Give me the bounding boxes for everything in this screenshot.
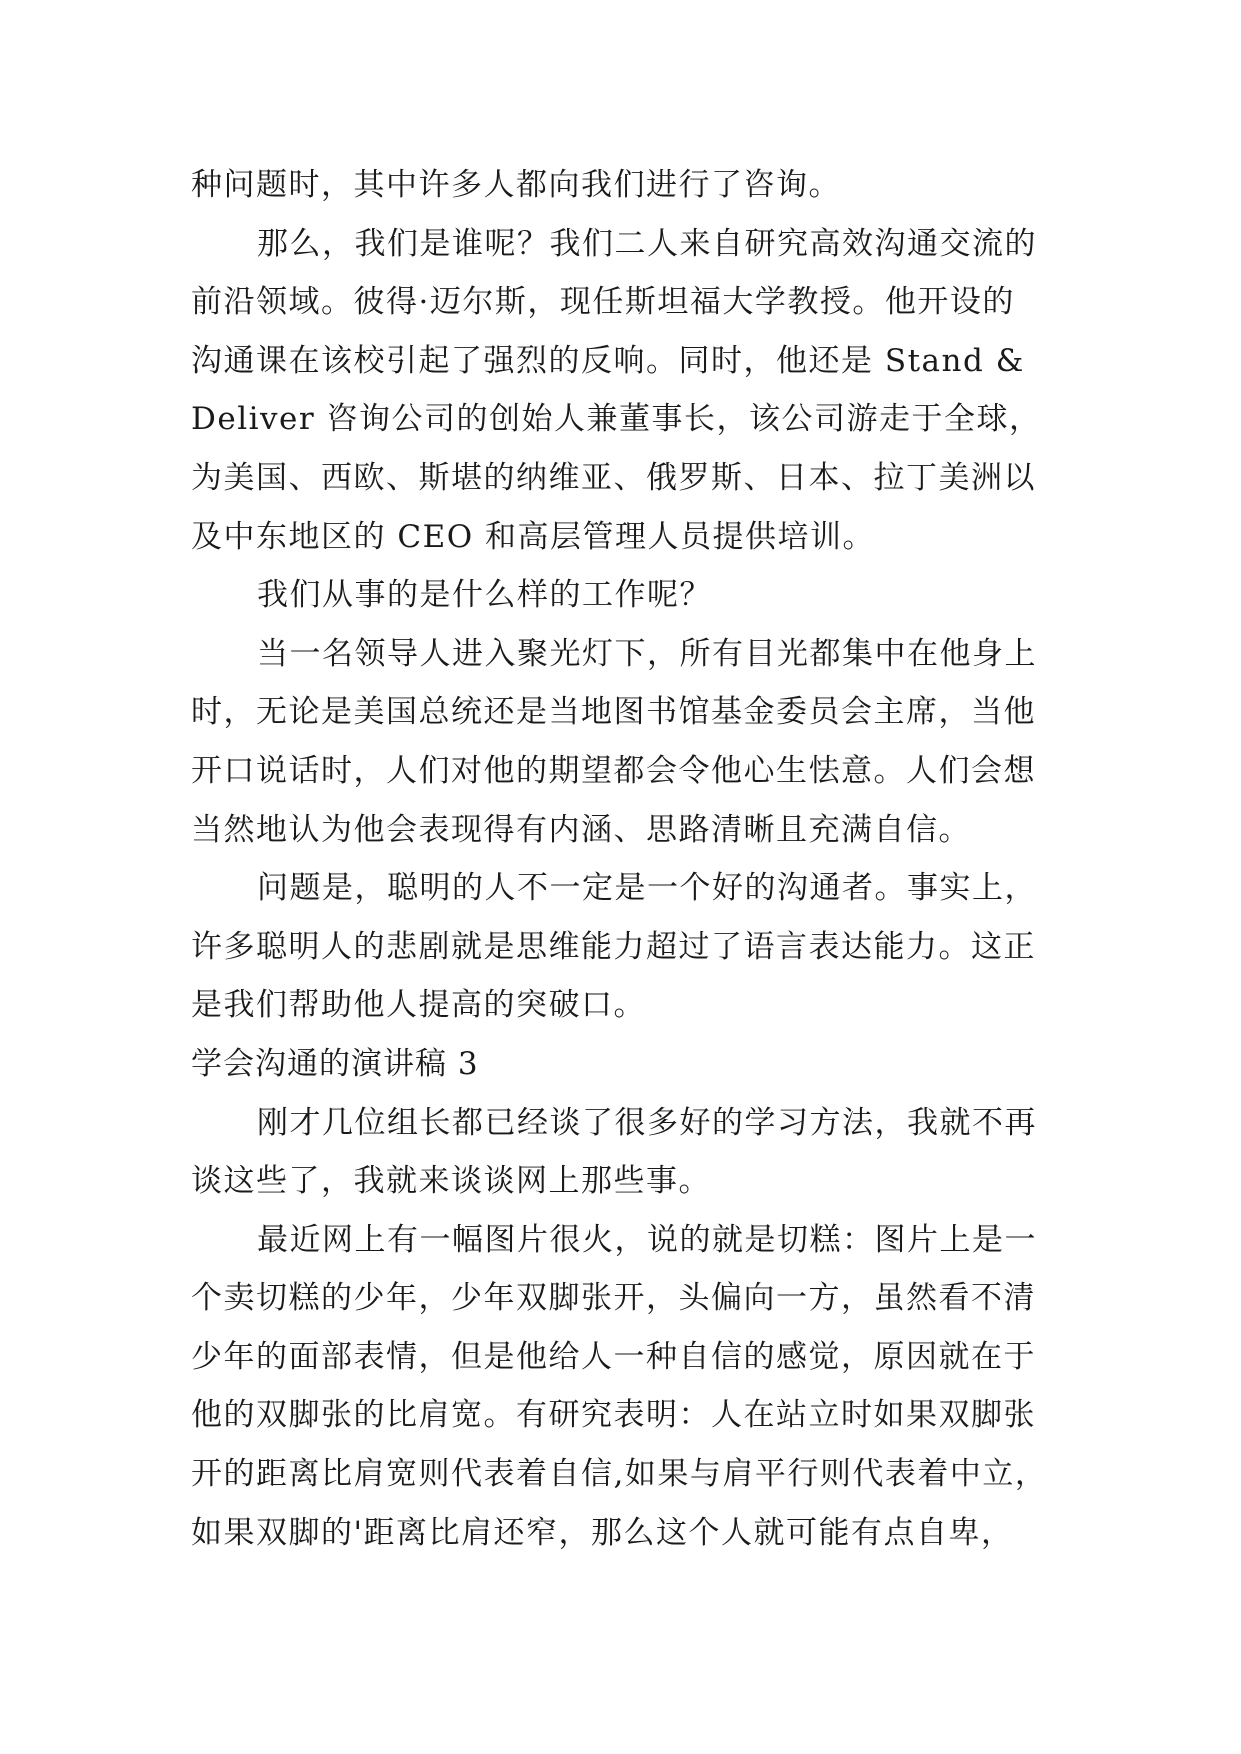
- text-line: 那么，我们是谁呢？我们二人来自研究高效沟通交流的: [257, 225, 1037, 262]
- text-line: 少年的面部表情，但是他给人一种自信的感觉，原因就在于: [191, 1338, 1036, 1375]
- text-line: Deliver 咨询公司的创始人兼董事长，该公司游走于全球，: [191, 401, 1042, 438]
- text-line: 他的双脚张的比肩宽。有研究表明：人在站立时如果双脚张: [191, 1397, 1036, 1434]
- text-line: 我们从事的是什么样的工作呢？: [257, 577, 712, 614]
- text-line: 时，无论是美国总统还是当地图书馆基金委员会主席，当他: [191, 694, 1036, 731]
- text-line: 是我们帮助他人提高的突破口。: [191, 987, 646, 1024]
- text-line: 最近网上有一幅图片很火，说的就是切糕：图片上是一: [257, 1221, 1037, 1258]
- text-line: 刚才几位组长都已经谈了很多好的学习方法，我就不再: [257, 1104, 1037, 1141]
- text-line: 开的距离比肩宽则代表着自信,如果与肩平行则代表着中立，: [191, 1456, 1048, 1493]
- text-line: 种问题时，其中许多人都向我们进行了咨询。: [191, 167, 841, 203]
- text-line: 许多聪明人的悲剧就是思维能力超过了语言表达能力。这正: [191, 928, 1036, 965]
- text-line: 为美国、西欧、斯堪的纳维亚、俄罗斯、日本、拉丁美洲以: [191, 459, 1036, 496]
- text-line: 沟通课在该校引起了强烈的反响。同时，他还是 Stand &: [191, 342, 1025, 379]
- document-body: [191, 156, 1051, 1562]
- text-line: 开口说话时，人们对他的期望都会令他心生怯意。人们会想: [191, 752, 1036, 789]
- section-heading: 学会沟通的演讲稿 3: [191, 1045, 479, 1082]
- text-line: 如果双脚的'距离比肩还窄，那么这个人就可能有点自卑，: [191, 1514, 1014, 1551]
- text-line: 谈这些了，我就来谈谈网上那些事。: [191, 1163, 711, 1200]
- text-line: 问题是，聪明的人不一定是一个好的沟通者。事实上，: [257, 870, 1037, 907]
- text-line: 前沿领域。彼得·迈尔斯，现任斯坦福大学教授。他开设的: [191, 284, 1015, 321]
- text-line: 当一名领导人进入聚光灯下，所有目光都集中在他身上: [257, 635, 1037, 672]
- text-line: 个卖切糕的少年，少年双脚张开，头偏向一方，虽然看不清: [191, 1280, 1036, 1317]
- text-line: 及中东地区的 CEO 和高层管理人员提供培训。: [191, 518, 875, 555]
- text-line: 当然地认为他会表现得有内涵、思路清晰且充满自信。: [191, 811, 971, 848]
